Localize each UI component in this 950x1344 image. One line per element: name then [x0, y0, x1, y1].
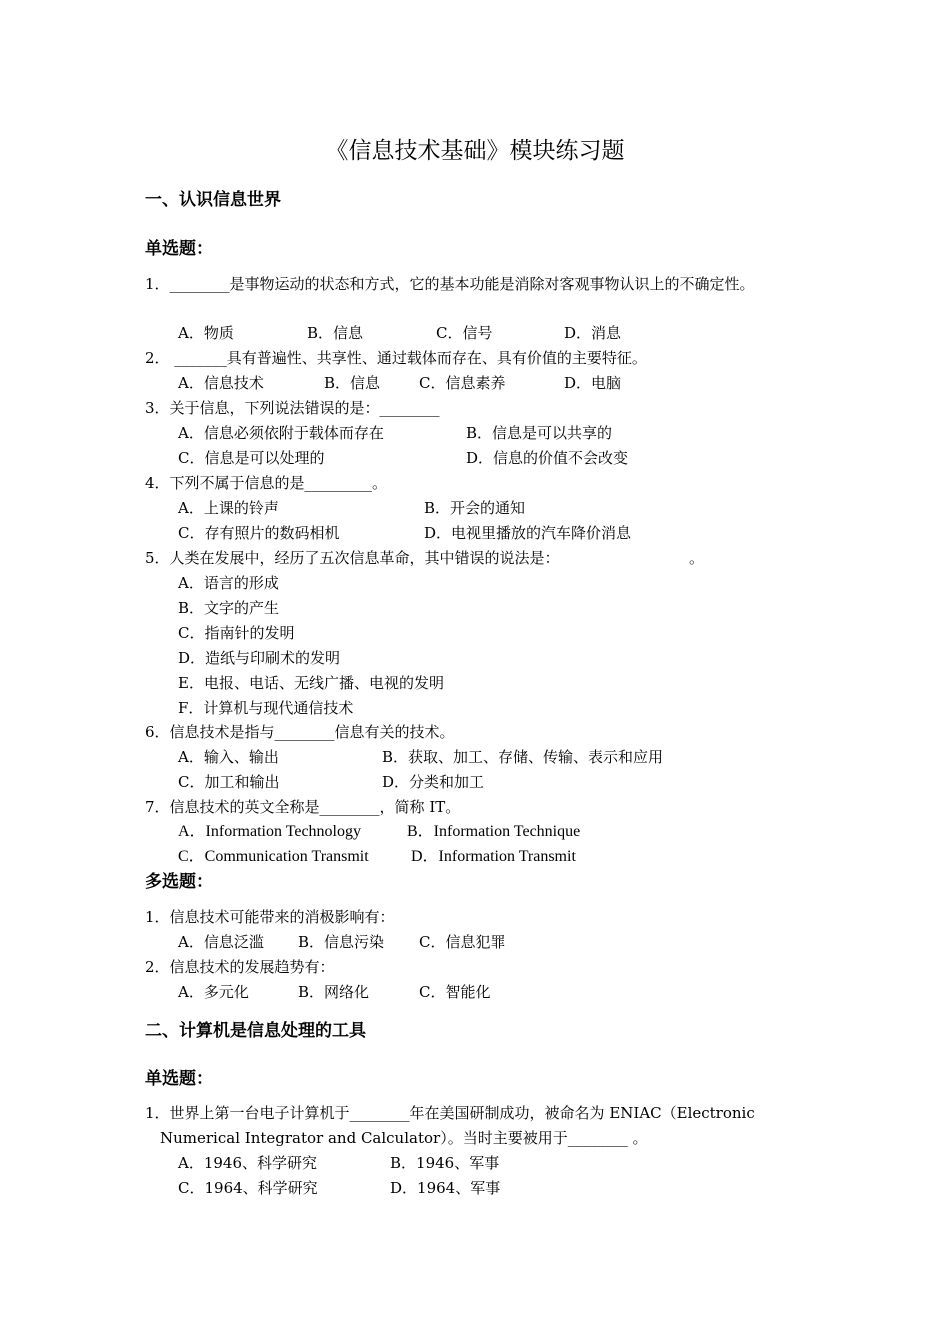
section-1-heading: 一、认识信息世界: [145, 190, 281, 210]
s2-q1-option-a: A．1946、科学研究: [178, 1154, 318, 1172]
single-choice-label-2: 单选题：: [145, 1069, 213, 1089]
q4-option-d: D．电视里播放的汽车降价消息: [424, 524, 632, 542]
q1-option-d: D．消息: [564, 324, 622, 342]
m1-option-b: B．信息污染: [298, 933, 385, 951]
m2-option-b: B．网络化: [298, 983, 370, 1001]
question-3-text: 3．关于信息，下列说法错误的是：________: [145, 399, 440, 417]
single-choice-label-1: 单选题：: [145, 239, 213, 259]
q1-option-b: B．信息: [307, 324, 364, 342]
question-1-text: 1．________是事物运动的状态和方式，它的基本功能是消除对客观事物认识上的不确定性。: [145, 275, 755, 293]
multi-question-2-text: 2．信息技术的发展趋势有：: [145, 958, 335, 976]
q7-option-a: A．Information Technology: [178, 823, 361, 840]
question-5-text: 5．人类在发展中，经历了五次信息革命，其中错误的说法是：: [145, 549, 560, 567]
s2-q1-option-c: C．1964、科学研究: [178, 1179, 318, 1197]
question-5-end-mark: 。: [689, 549, 705, 567]
s2-q1-option-b: B．1946、军事: [390, 1154, 500, 1172]
q6-option-a: A．输入、输出: [178, 748, 279, 766]
question-6-text: 6．信息技术是指与________信息有关的技术。: [145, 723, 455, 741]
q4-option-a: A．上课的铃声: [178, 499, 279, 517]
q2-option-c: C．信息素养: [419, 374, 506, 392]
multi-choice-label: 多选题：: [145, 872, 213, 892]
q5-option-c: C．指南针的发明: [178, 624, 295, 642]
question-7-text: 7．信息技术的英文全称是________，简称 IT。: [145, 798, 461, 816]
q3-option-d: D．信息的价值不会改变: [466, 449, 629, 467]
s2-q1-option-d: D．1964、军事: [390, 1179, 501, 1197]
s2-question-1-text-line1: 1．世界上第一台电子计算机于________年在美国研制成功，被命名为 ENIAC（Electronic: [145, 1104, 755, 1122]
q4-option-b: B．开会的通知: [424, 499, 526, 517]
s2-question-1-text-line2: Numerical Integrator and Calculator）。当时主要被用于________ 。: [160, 1129, 648, 1147]
question-4-text: 4．下列不属于信息的是_________。: [145, 474, 388, 492]
q6-option-d: D．分类和加工: [382, 773, 485, 791]
q2-option-a: A．信息技术: [178, 374, 264, 392]
q5-option-d: D．造纸与印刷术的发明: [178, 649, 341, 667]
s2-question-1-text: [145, 1102, 755, 1124]
section-2-heading: 二、计算机是信息处理的工具: [145, 1021, 366, 1041]
q6-option-c: C．加工和输出: [178, 773, 280, 791]
q5-option-a: A．语言的形成: [178, 574, 279, 592]
q5-option-e: E．电报、电话、无线广播、电视的发明: [178, 674, 444, 692]
m1-option-c: C．信息犯罪: [419, 933, 506, 951]
q7-option-c: C．Communication Transmit: [178, 848, 369, 865]
q2-option-d: D．电脑: [564, 374, 622, 392]
q7-option-d: D．Information Transmit: [411, 848, 576, 865]
m2-option-a: A．多元化: [178, 983, 249, 1001]
m1-option-a: A．信息泛滥: [178, 933, 264, 951]
m2-option-c: C．智能化: [419, 983, 491, 1001]
q5-option-b: B．文字的产生: [178, 599, 280, 617]
q4-option-c: C．存有照片的数码相机: [178, 524, 340, 542]
q7-option-b: B．Information Technique: [407, 823, 581, 840]
multi-question-1-text: 1．信息技术可能带来的消极影响有：: [145, 908, 395, 926]
q6-option-b: B．获取、加工、存储、传输、表示和应用: [382, 748, 664, 766]
q5-option-f: F．计算机与现代通信技术: [178, 699, 354, 717]
q3-option-b: B．信息是可以共享的: [466, 424, 613, 442]
document-title: 《信息技术基础》模块练习题: [325, 138, 625, 164]
q3-option-a: A．信息必须依附于载体而存在: [178, 424, 384, 442]
q3-option-c: C．信息是可以处理的: [178, 449, 325, 467]
q1-option-a: A．物质: [178, 324, 234, 342]
q1-option-c: C．信号: [436, 324, 493, 342]
q2-option-b: B．信息: [324, 374, 381, 392]
question-2-text: 2． _______具有普遍性、共享性、通过载体而存在、具有价值的主要特征。: [145, 349, 647, 367]
